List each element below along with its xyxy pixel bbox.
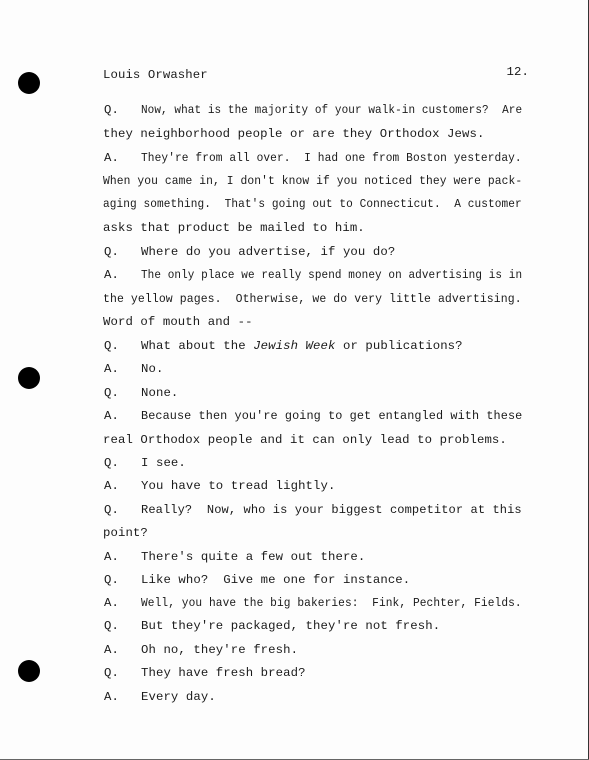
transcript-line: No. <box>141 362 164 376</box>
transcript-line: Well, you have the big bakeries: Fink, Pechter, Fields. <box>141 596 522 610</box>
speaker-label: A. <box>104 268 119 282</box>
transcript-line: Like who? Give me one for instance. <box>141 573 411 587</box>
transcript-line: Word of mouth and -- <box>103 315 253 329</box>
transcript-line: Every day. <box>141 690 216 704</box>
transcript-line: point? <box>103 526 148 540</box>
speaker-label: A. <box>104 409 119 423</box>
speaker-label: A. <box>104 596 119 610</box>
speaker-label: A. <box>104 362 119 376</box>
speaker-label: Q. <box>104 619 119 633</box>
punch-hole <box>18 660 40 682</box>
speaker-label: Q. <box>104 245 119 259</box>
transcript-line: But they're packaged, they're not fresh. <box>141 619 441 633</box>
page-number: 12. <box>506 65 529 79</box>
transcript-line: When you came in, I don't know if you noticed they were pack- <box>103 174 523 188</box>
transcript-line: The only place we really spend money on advertising is in <box>141 268 523 282</box>
speaker-label: A. <box>104 479 119 493</box>
transcript-line: real Orthodox people and it can only lead to problems. <box>103 433 507 447</box>
speaker-label: Q. <box>104 339 119 353</box>
speaker-label: A. <box>104 690 119 704</box>
transcript-line: You have to tread lightly. <box>141 479 336 493</box>
transcript-line: Where do you advertise, if you do? <box>141 245 396 259</box>
publication-title: Jewish Week <box>253 339 336 353</box>
transcript-line: the yellow pages. Otherwise, we do very little advertising. <box>103 292 522 306</box>
speaker-label: A. <box>104 151 119 165</box>
speaker-label: Q. <box>104 573 119 587</box>
line-text: or publications? <box>335 339 463 353</box>
transcript-line: Oh no, they're fresh. <box>141 643 299 657</box>
speaker-label: A. <box>104 643 119 657</box>
line-text: What about the <box>141 339 254 353</box>
transcript-line: aging something. That's going out to Connecticut. A customer <box>103 197 522 211</box>
transcript-line: None. <box>141 386 179 400</box>
speaker-label: Q. <box>104 103 119 117</box>
punch-hole <box>18 72 40 94</box>
punch-hole <box>18 367 40 389</box>
speaker-label: A. <box>104 550 119 564</box>
transcript-line: They have fresh bread? <box>141 666 306 680</box>
transcript-line: asks that product be mailed to him. <box>103 221 365 235</box>
transcript-line: Really? Now, who is your biggest competitor at this <box>141 503 522 517</box>
speaker-label: Q. <box>104 503 119 517</box>
transcript-line: They're from all over. I had one from Boston yesterday. <box>141 151 522 165</box>
speaker-label: Q. <box>104 666 119 680</box>
transcript-line: I see. <box>141 456 186 470</box>
speaker-label: Q. <box>104 386 119 400</box>
transcript-line: they neighborhood people or are they Orthodox Jews. <box>103 127 485 141</box>
speaker-label: Q. <box>104 456 119 470</box>
transcript-line: There's quite a few out there. <box>141 550 366 564</box>
transcript-line: Now, what is the majority of your walk-in customers? Are <box>141 103 523 117</box>
transcript-line <box>141 339 463 353</box>
transcript-line: Because then you're going to get entangled with these <box>141 409 523 423</box>
interviewee-name: Louis Orwasher <box>103 68 208 82</box>
